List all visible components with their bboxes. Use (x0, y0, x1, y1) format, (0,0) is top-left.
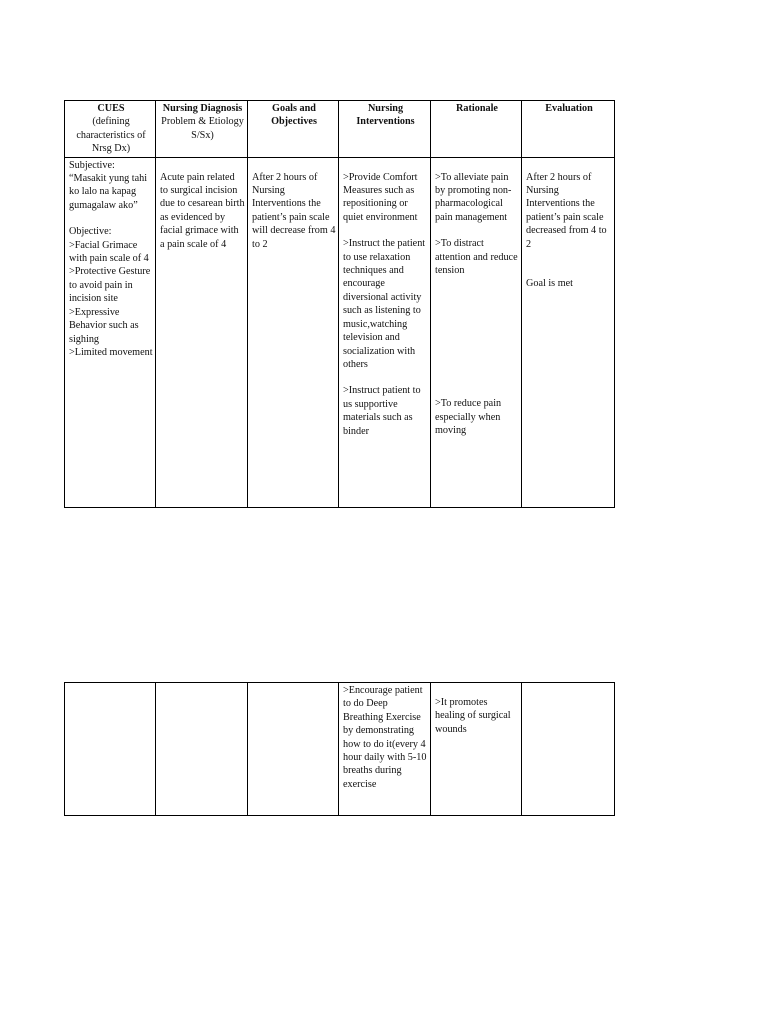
rationale-cell (431, 157, 522, 507)
interventions-cell (339, 157, 431, 507)
objective-item: >Protective Gesture to avoid pain in incision site (69, 266, 151, 305)
evaluation-result: Goal is met (526, 278, 573, 290)
table-row (65, 157, 615, 507)
cues-cell (65, 157, 156, 507)
header-interventions (339, 101, 431, 158)
goals-text: After 2 hours of Nursing Interventions the patient’s pain scale will decrease from 4 to 2 (252, 171, 336, 250)
objective-item: >Expressive Behavior such as sighing (69, 306, 139, 345)
intervention-item: >Provide Comfort Measures such as repositioning or quiet environment (343, 171, 418, 223)
care-plan-table (64, 100, 615, 508)
interventions-cell (339, 683, 431, 816)
rationale-item: >To reduce pain especially when moving (435, 398, 502, 437)
diagnosis-cell (156, 157, 248, 507)
diagnosis-text: Acute pain related to surgical incision due to cesarean birth as evidenced by facial grimace with a pain scale of 4 (160, 171, 245, 250)
header-row (65, 101, 615, 158)
evaluation-cell (522, 157, 615, 507)
objective-item: >Limited movement (69, 346, 153, 358)
intervention-item: >Instruct patient to us supportive materials such as binder (343, 385, 421, 437)
header-rationale-title: Rationale (456, 103, 498, 114)
header-nursing-diagnosis (156, 101, 248, 158)
intervention-item: >Instruct the patient to use relaxation techniques and encourage diversional activity such as listening to music,watching television and socialization with others (343, 238, 426, 370)
care-plan-table-continued (64, 682, 615, 816)
rationale-item: >To distract attention and reduce tension (435, 238, 518, 277)
header-cues-sub: (defining characteristics of Nrsg Dx) (76, 116, 146, 155)
rationale-item: >To alleviate pain by promoting non-pharmacological pain management (435, 171, 512, 223)
rationale-cell (431, 683, 522, 816)
objective-label: Objective: (69, 226, 112, 238)
table-row (65, 683, 615, 816)
header-diagnosis-sub: Problem & Etiology S/Sx) (161, 116, 244, 141)
subjective-label: Subjective: (69, 159, 115, 171)
goals-cell (248, 157, 339, 507)
header-cues (65, 101, 156, 158)
cues-cell-empty (65, 683, 156, 816)
intervention-item: >Encourage patient to do Deep Breathing Exercise by demonstrating how to do it(every 4 hour daily with 5-10 breaths during exercise (343, 685, 427, 790)
header-diagnosis-title: Nursing Diagnosis (162, 103, 243, 114)
header-goals (248, 101, 339, 158)
rationale-item: >It promotes healing of surgical wounds (435, 697, 511, 735)
header-goals-title: Goals and Objectives (271, 103, 317, 128)
subjective-text: “Masakit yung tahi ko lalo na kapag gumagalaw ako” (69, 173, 148, 211)
header-evaluation (522, 101, 615, 158)
diagnosis-cell-empty (156, 683, 248, 816)
objective-item: >Facial Grimace with pain scale of 4 (69, 239, 149, 265)
header-interventions-title: Nursing Interventions (356, 103, 415, 128)
header-cues-title: CUES (97, 103, 125, 114)
header-rationale (431, 101, 522, 158)
goals-cell-empty (248, 683, 339, 816)
header-evaluation-title: Evaluation (545, 103, 593, 114)
evaluation-text: After 2 hours of Nursing Interventions the patient’s pain scale decreased from 4 to 2 (526, 171, 607, 250)
evaluation-cell-empty (522, 683, 615, 816)
